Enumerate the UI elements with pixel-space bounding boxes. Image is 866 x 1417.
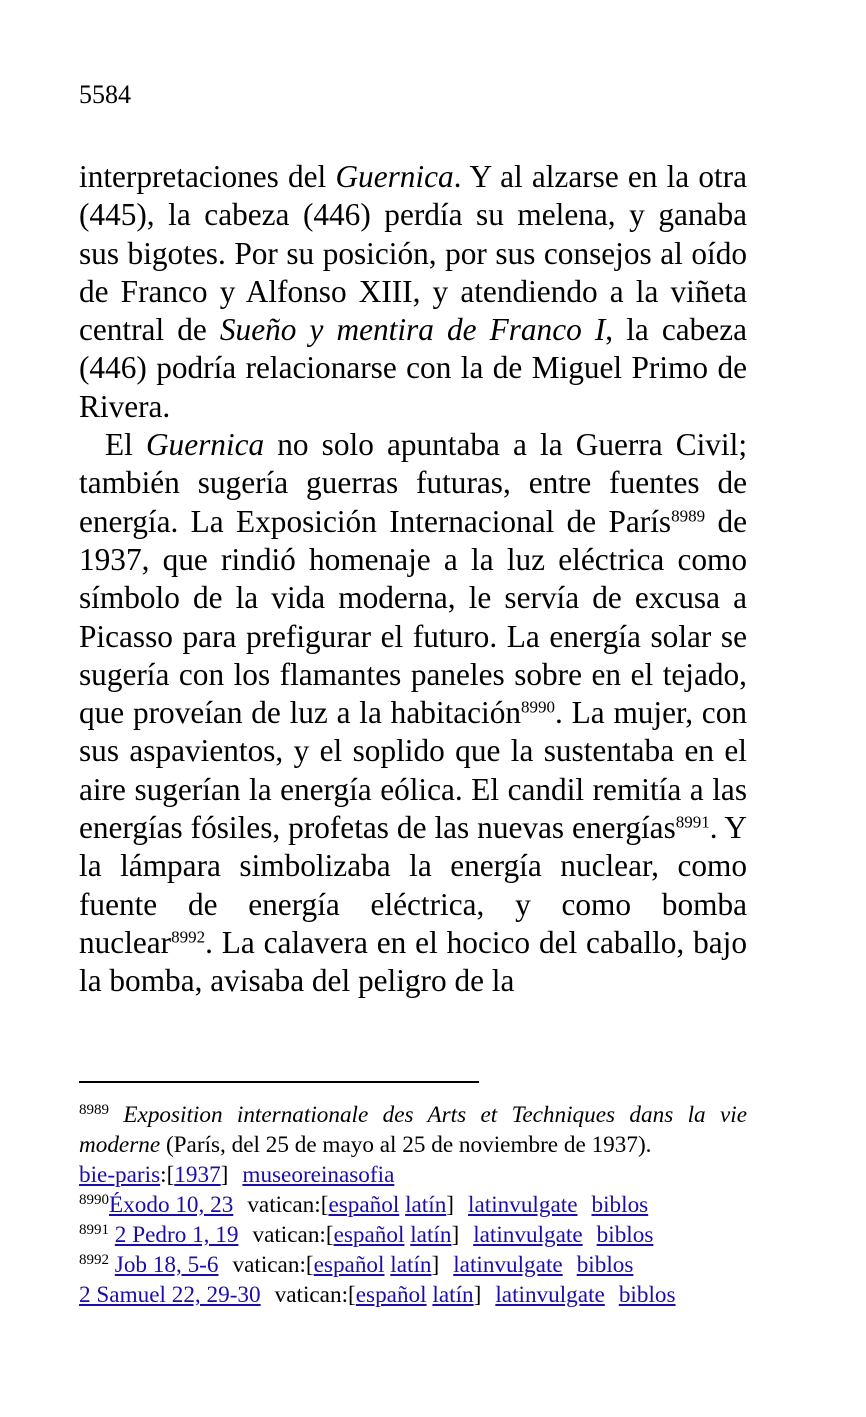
footnote-number: 8991 [79,1221,109,1238]
footnote-separator [79,1081,479,1083]
body-text [79,158,747,1001]
vatican-latin-link[interactable]: latín [405,1192,447,1218]
museoreinasofia-link[interactable]: museoreinasofia [242,1162,395,1188]
footnote-ref-8992: 8992 [171,927,206,947]
italic-title: Guernica [145,427,265,463]
biblos-link[interactable]: biblos [596,1222,654,1248]
link-separator: ] [473,1282,482,1308]
footnote-title: Exposition internationale des Arts et Techniques dans la vie moderne [79,1102,747,1158]
vatican-spanish-link[interactable]: español [333,1222,405,1248]
vatican-spanish-link[interactable]: español [355,1282,427,1308]
vatican-latin-link[interactable]: latín [432,1282,474,1308]
footnote-8989-links [79,1160,747,1190]
biblos-link[interactable]: biblos [618,1282,676,1308]
vatican-label: vatican:[ [232,1252,314,1278]
link-separator: :[ [160,1162,175,1188]
text-run: . Y al alzarse en la otra (445), la cabeza (446) perdía su melena, y ganaba sus bigotes. Por su posición, por sus consejos al oído de Franco y Alfonso XIII, y atendiendo a la viñeta central de [79,159,747,348]
footnote-ref-8991: 8991 [675,812,710,832]
text-run: . La mujer, con sus aspavientos, y el soplido que la sustentaba en el aire sugerían la energía eólica. El candil remitía a las energías fósiles, profetas de las nuevas energías [79,695,747,846]
footnote-ref-8989: 8989 [671,506,706,526]
text-run: interpretaciones del [79,159,336,194]
footnote-8992 [79,1250,747,1280]
vatican-latin-link[interactable]: latín [390,1252,432,1278]
paragraph-2 [79,426,747,1000]
text-run: no solo apuntaba a la Guerra Civil; también sugería guerras futuras, entre fuentes de energía. La Exposición Internacional de París [79,427,748,539]
text-run: . Y la lámpara simbolizaba la energía nuclear, como fuente de energía eléctrica, y como bomba nuclear [79,810,747,960]
link-separator: ] [220,1162,229,1188]
footnote-8991 [79,1220,747,1250]
vatican-spanish-link[interactable]: español [313,1252,385,1278]
footnote-number: 8989 [79,1101,109,1118]
bie-paris-1937-link[interactable]: 1937 [174,1162,221,1188]
latinvulgate-link[interactable]: latinvulgate [453,1252,563,1278]
vatican-spanish-link[interactable]: español [328,1192,400,1218]
link-separator: ] [431,1252,440,1278]
vatican-label: vatican:[ [247,1192,329,1218]
footnote-8990 [79,1190,747,1220]
bible-reference-link[interactable]: Job 18, 5-6 [114,1252,219,1278]
text-run: de 1937, que rindió homenaje a la luz eléctrica como símbolo de la vida moderna, le servía de excusa a Picasso para prefigurar el futuro. La energía solar se sugería con los flamantes paneles sobre en el tejado, que proveían de luz a la habitación [79,503,747,731]
biblos-link[interactable]: biblos [591,1192,649,1218]
latinvulgate-link[interactable]: latinvulgate [473,1222,583,1248]
link-separator: ] [451,1222,460,1248]
footnote-ref-8990: 8990 [521,697,556,717]
vatican-latin-link[interactable]: latín [410,1222,452,1248]
footnote-number: 8990 [79,1191,109,1208]
bie-paris-link[interactable]: bie-paris [79,1162,161,1188]
footnote-number: 8992 [79,1251,109,1268]
latinvulgate-link[interactable]: latinvulgate [495,1282,605,1308]
paragraph-1 [79,158,747,426]
footnote-8989 [79,1100,747,1160]
footnote-8992-second [79,1280,747,1310]
footnotes [79,1100,747,1310]
vatican-label: vatican:[ [252,1222,334,1248]
vatican-label: vatican:[ [274,1282,356,1308]
bible-reference-link[interactable]: Éxodo 10, 23 [109,1192,234,1218]
page-number: 5584 [79,80,131,109]
text-run: El [105,427,146,463]
footnote-text: (París, del 25 de mayo al 25 de noviembre de 1937). [160,1132,652,1158]
text-run: . La calavera en el hocico del caballo, bajo la bomba, avisaba del peligro de la [79,924,747,999]
latinvulgate-link[interactable]: latinvulgate [468,1192,578,1218]
bible-reference-link[interactable]: 2 Samuel 22, 29-30 [79,1282,261,1308]
link-separator: ] [446,1192,455,1218]
biblos-link[interactable]: biblos [576,1252,634,1278]
text-run: , la cabeza (446) podría relacionarse con la de Miguel Primo de Rivera. [79,312,747,424]
italic-title: Guernica [335,159,454,194]
italic-title: Sueño y mentira de Franco I [219,312,606,348]
bible-reference-link[interactable]: 2 Pedro 1, 19 [114,1222,239,1248]
